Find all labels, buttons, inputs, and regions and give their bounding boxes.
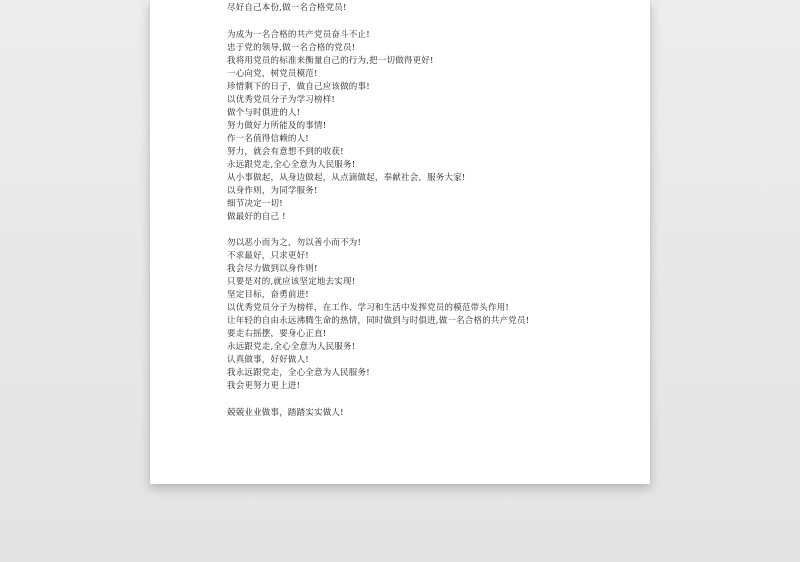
text-line: 忠于党的领导,做一名合格的党员! — [227, 42, 356, 53]
text-line: 尽好自己本份,做一名合格党员! — [227, 3, 347, 13]
text-line: 不求最好，只求更好! — [227, 251, 309, 261]
text-line: 努力，就会有意想不到的收获! — [227, 146, 344, 157]
document-page — [150, 0, 650, 484]
text-line: 让年轻的自由永远沸腾生命的热情，同时做到与时俱进,做一名合格的共产党员! — [227, 316, 530, 326]
text-line: 兢兢业业做事，踏踏实实做人! — [227, 407, 344, 418]
text-line: 以身作则，为同学服务! — [227, 185, 318, 196]
text-line: 作一名值得信赖的人! — [227, 133, 309, 144]
paragraph-gap — [227, 224, 637, 238]
text-line: 从小事做起，从身边做起，从点滴做起，奉献社会，服务大家! — [227, 172, 466, 183]
text-line: 永远跟党走,全心全意为人民服务! — [227, 342, 356, 352]
text-line: 勿以恶小而为之，勿以善小而不为! — [227, 238, 362, 248]
text-line: 做最好的自己 ! — [227, 211, 286, 222]
text-line: 我永远跟党走，全心全意为人民服务! — [227, 368, 370, 378]
paragraph-2 — [227, 29, 637, 224]
text-line: 珍惜剩下的日子，做自己应该做的事! — [227, 81, 370, 92]
paragraph-gap — [227, 15, 637, 29]
paragraph-4 — [227, 407, 637, 420]
document-content — [227, 2, 637, 420]
text-line: 我会尽力做到以身作则! — [227, 264, 318, 274]
text-line: 我会更努力更上进! — [227, 381, 301, 391]
text-line: 细节决定一切! — [227, 198, 283, 209]
text-line: 做个与时俱进的人! — [227, 107, 301, 118]
paragraph-gap — [227, 393, 637, 407]
text-line: 要走右摇摆，要身心正直! — [227, 329, 327, 339]
text-line: 只要是对的,就应该坚定地去实现! — [227, 277, 356, 287]
text-line: 努力做好力所能及的事情! — [227, 120, 327, 131]
text-line: 认真做事，好好做人! — [227, 355, 309, 365]
text-line: 为成为一名合格的共产党员奋斗不止! — [227, 29, 370, 40]
text-line: 永远跟党走,全心全意为人民服务! — [227, 159, 356, 170]
text-line: 以优秀党员分子为学习榜样! — [227, 94, 336, 105]
text-line: 坚定目标，奋勇前进! — [227, 290, 309, 300]
text-line: 以优秀党员分子为榜样，在工作、学习和生活中发挥党员的模范带头作用! — [227, 303, 510, 313]
text-line: 我将用党员的标准来衡量自己的行为,把一切做得更好! — [227, 55, 434, 66]
text-line: 一心向党，树党员模范! — [227, 68, 318, 79]
paragraph-3 — [227, 237, 637, 393]
paragraph-1 — [227, 2, 637, 15]
